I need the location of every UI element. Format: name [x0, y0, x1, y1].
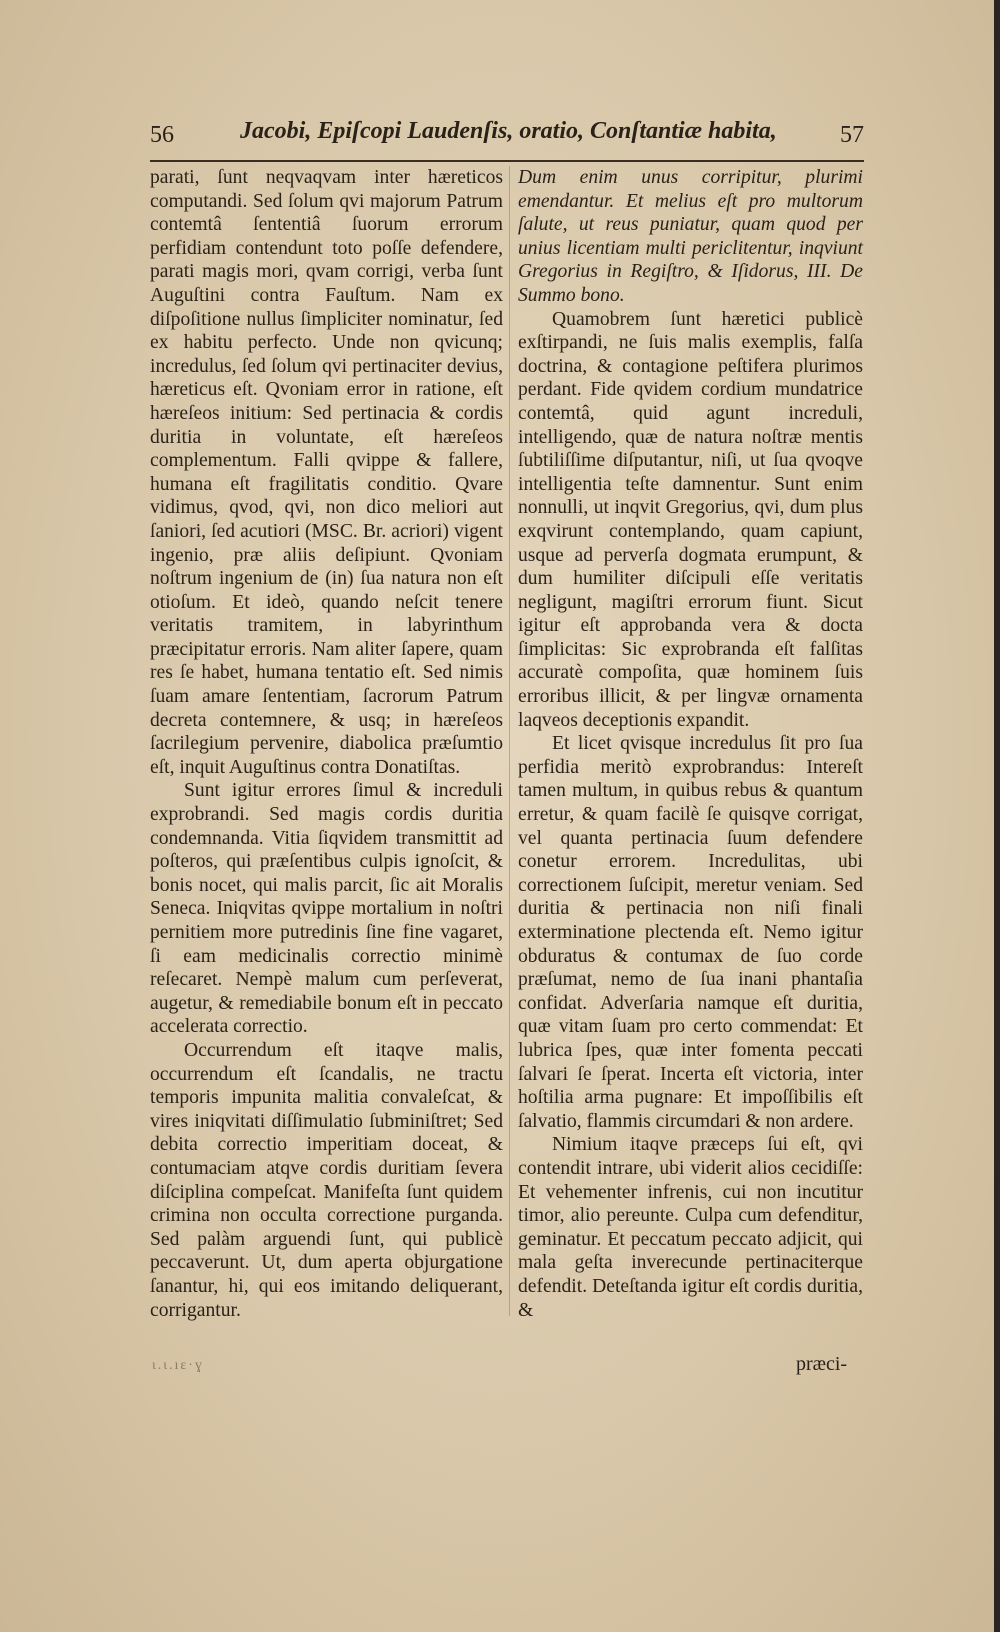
left-paragraph-3: Occurrendum eſt itaqve malis, occurrendum eſt ſcandalis, ne tractu temporis impunita malitia convaleſcat, & vires iniqvitati diſſimulatio ſubminiſtret; Sed debita correctio imperitiam doceat, & contumaciam atqve cordis duritiam ſevera diſciplina compeſcat. Manifeſta ſunt quidem crimina non occulta correctione purganda. Sed palàm arguendi ſunt, qui publicè peccaverunt. Ut, dum aperta objurgatione ſanantur, hi, qui eos imitando deliquerant, corrigantur. [150, 1039, 503, 1321]
running-header [150, 118, 864, 158]
header-rule [150, 160, 864, 162]
left-column [150, 166, 503, 1322]
library-stamp: ι.ι.ıɛ·ɣ [152, 1358, 204, 1373]
page-number-left: 56 [150, 122, 174, 148]
right-paragraph-4: Nimium itaqve præceps ſui eſt, qvi contendit intrare, ubi viderit alios cecidiſſe: Et vehementer infrenis, cui non incutitur timor, alio pereunte. Culpa cum defenditur, geminatur. Et peccatum peccato adjicit, qui mala geſta inverecunde pertinaciterque defendit. Deteſtanda igitur eſt cordis duritia, & [518, 1134, 863, 1321]
page-number-right: 57 [840, 122, 864, 148]
running-title: Jacobi, Epiſcopi Laudenſis, oratio, Conſtantiæ habita, [240, 118, 777, 144]
right-paragraph-1: Dum enim unus corripitur, plurimi emendantur. Et melius eſt pro multorum ſalute, ut reus puniatur, quam quod per unius licentiam multi periclitentur, inqviunt Gregorius in Regiſtro, & Iſidorus, III. De Summo bono. [518, 167, 863, 306]
catchword: præci- [796, 1353, 848, 1375]
left-paragraph-2: Sunt igitur errores ſimul & increduli exprobrandi. Sed magis cordis duritia condemnanda. Vitia ſiqvidem transmittit ad poſteros, qui præſentibus culpis ignoſcit, & bonis nocet, qui malis parcit, ſic ait Moralis Seneca. Iniqvitas qvippe mortalium in noſtri pernitiem more putredinis ſine fine vagaret, ſi eam medicinalis correctio minimè reſecaret. Nempè malum cum perſeverat, augetur, & remediabile bonum eſt in peccato accelerata correctio. [150, 780, 503, 1038]
right-column [518, 166, 863, 1322]
scan-edge [994, 0, 1000, 1632]
left-paragraph-1: parati, ſunt neqvaqvam inter hæreticos computandi. Sed ſolum qvi majorum Patrum contemtâ ſententiâ ſuorum errorum perfidiam contendunt toto poſſe defendere, parati magis mori, qvam corrigi, verba ſunt Auguſtini contra Fauſtum. Nam ex diſpoſitione nullus ſimpliciter nominatur, ſed ex habitu perfecto. Unde non qvicunq; incredulus, ſed ſolum qvi pertinaciter devius, hæreticus eſt. Qvoniam error in ratione, eſt hæreſeos initium: Sed pertinacia & cordis duritia in voluntate, eſt hæreſeos complementum. Falli qvippe & fallere, humana eſt fragilitatis conditio. Qvare vidimus, qvod, qvi, non dico meliori aut ſaniori, ſed acutiori (MSC. Br. acriori) vigent ingenio, præ aliis deſipiunt. Qvoniam noſtrum ingenium de (in) ſua natura non eſt otioſum. Et ideò, quando neſcit tenere veritatis tramitem, in labyrinthum præcipitatur erroris. Nam aliter ſapere, quam res ſe habet, humana tentatio eſt. Sed nimis ſuam amare ſententiam, ſacrorum Patrum decreta contemnere, & usq; in hæreſeos ſacrilegium pervenire, diabolica præſumtio eſt, inquit Auguſtinus contra Donatiſtas. [150, 167, 503, 778]
right-paragraph-2: Quamobrem ſunt hæretici publicè exſtirpandi, ne ſuis malis exemplis, falſa doctrina, & contagione peſtifera plurimos perdant. Fide qvidem cordium mundatrice contemtâ, quid agunt increduli, intelligendo, quæ de natura noſtræ mentis ſubtiliſſime diſputantur, niſi, ut ſua qvoqve intelligentia teſte damnentur. Sunt enim nonnulli, ut inqvit Gregorius, qvi, dum plus exqvirunt contemplando, quam capiunt, usque ad perverſa dogmata erumpunt, & dum humiliter diſcipuli eſſe veritatis negligunt, magiſtri errorum fiunt. Sicut igitur eſt approbanda vera & docta ſimplicitas: Sic exprobranda eſt falſitas accuratè compoſita, quæ hominem ſuis erroribus illicit, & per lingvæ ornamenta laqveos deceptionis expandit. [518, 308, 863, 731]
right-paragraph-3: Et licet qvisque incredulus ſit pro ſua perfidia meritò exprobrandus: Intereſt tamen multum, in quibus rebus & quantum erretur, & quam facilè ſe quisqve corrigat, vel quanta pertinacia ſuum defendere conetur errorem. Incredulitas, ubi correctionem ſuſcipit, meretur veniam. Sed duritia & pertinacia non niſi finali exterminatione plectenda eſt. Nemo igitur obduratus & contumax de ſuo corde præſumat, nemo de ſua inani phantaſia confidat. Adverſaria namque eſt duritia, quæ vitam ſuam pro certo commendat: Et lubrica ſpes, quæ inter fomenta peccati ſalvari ſe ſperat. Incerta eſt victoria, inter hoſtilia arma pugnare: Et impoſſibilis eſt ſalvatio, flammis circumdari & non ardere. [518, 733, 863, 1132]
column-divider [509, 166, 510, 1316]
